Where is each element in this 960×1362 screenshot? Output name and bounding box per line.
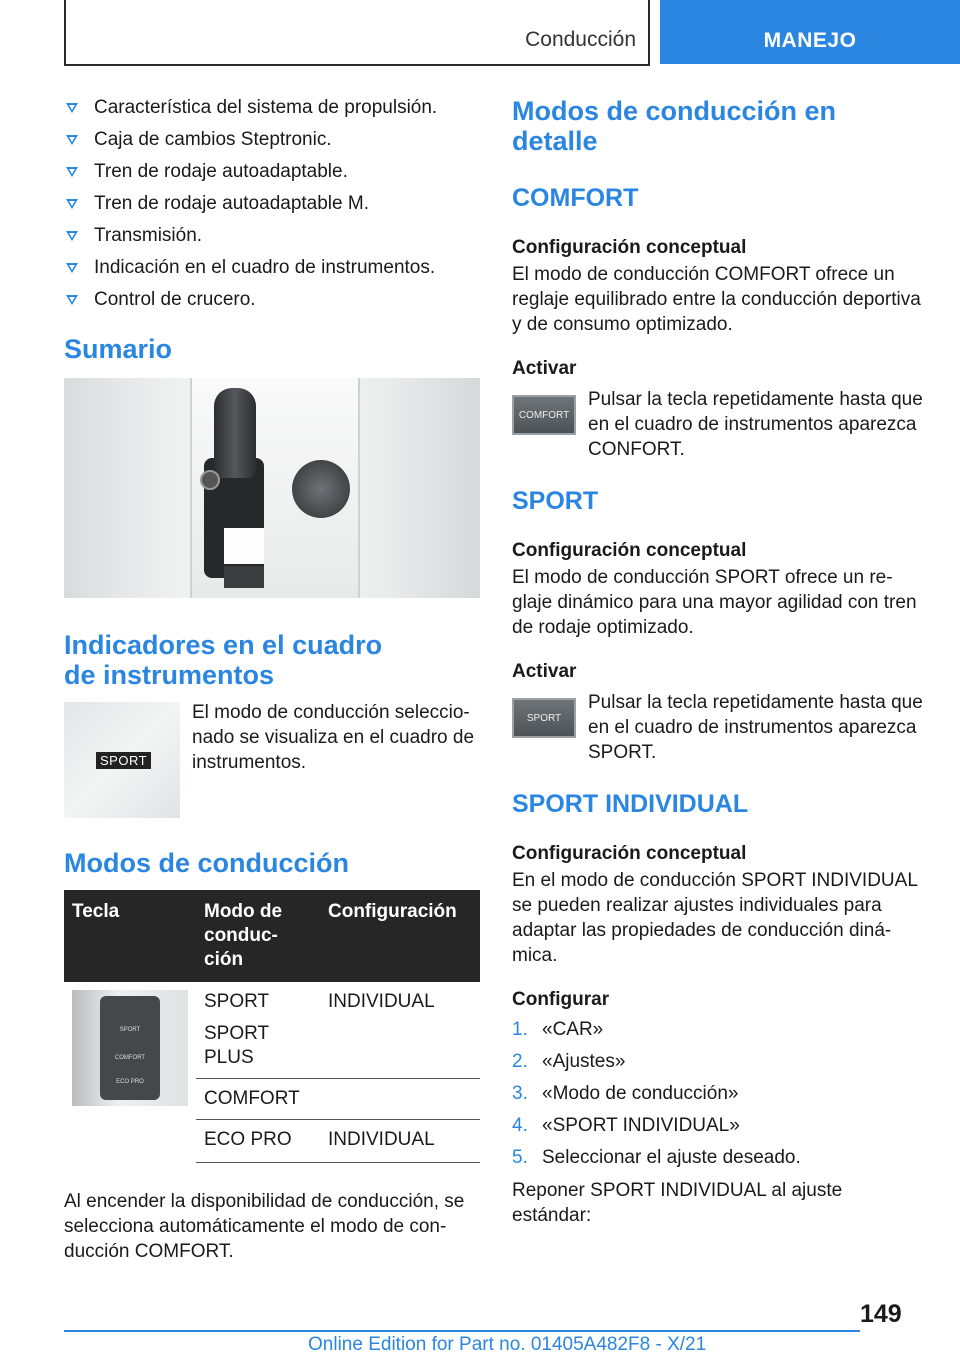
triangle-bullet-icon (66, 231, 78, 241)
comfort-activate-heading: Activar (512, 358, 577, 379)
list-item: Tren de rodaje autoadaptable. (64, 160, 480, 184)
comfort-key-image: COMFORT (512, 395, 576, 435)
comfort-concept-heading: Configuración conceptual (512, 237, 747, 258)
triangle-bullet-icon (66, 167, 78, 177)
detalle-heading: Modos de conducción en detalle (512, 96, 837, 156)
configurar-steps (512, 1018, 924, 1170)
chapter-tab (660, 0, 960, 64)
list-item: 1. «CAR» (512, 1019, 604, 1040)
list-item: 4. «SPORT INDIVIDUAL» (512, 1115, 740, 1136)
table-cell: COMFORT (196, 1079, 320, 1120)
sport-key-image: SPORT (512, 698, 576, 738)
center-console-photo (64, 378, 480, 598)
comfort-heading: COMFORT (512, 184, 639, 212)
list-item: 3. «Modo de conducción» (512, 1083, 739, 1104)
triangle-bullet-icon (66, 199, 78, 209)
list-item: Control de crucero. (64, 288, 480, 312)
sport-heading: SPORT (512, 487, 599, 515)
comfort-activate-text: Pulsar la tecla repetidamente hasta que en el cuadro de instrumentos aparezca CONFORT. (588, 389, 923, 460)
table-cell: ECO PRO (196, 1120, 320, 1163)
col-header-key: Tecla (64, 890, 196, 982)
modos-after-text: Al encender la disponibilidad de conducción, se selecciona automáticamente el modo de con‐ducción COMFORT. (64, 1191, 465, 1262)
reset-text: Reponer SPORT INDIVIDUAL al ajuste estándar: (512, 1180, 843, 1226)
list-item: 5. Seleccionar el ajuste deseado. (512, 1147, 801, 1168)
modes-table (64, 890, 480, 1163)
triangle-bullet-icon (66, 135, 78, 145)
display-indicator-block (64, 702, 480, 818)
sport-individual-concept-heading: Configuración conceptual (512, 843, 747, 864)
table-header-row (64, 890, 480, 982)
controller-knob-image (292, 460, 350, 518)
table-cell: INDIVIDUAL (320, 1120, 480, 1163)
footer-edition: Online Edition for Part no. 01405A482F8 - X/21 (308, 1334, 707, 1355)
right-column (512, 96, 924, 1228)
table-row (64, 982, 480, 1079)
intro-list (64, 96, 480, 312)
list-item: Característica del sistema de propulsión. (64, 96, 480, 120)
left-column (64, 96, 480, 1264)
sport-activate-block (512, 694, 924, 764)
list-item: 2. «Ajustes» (512, 1051, 626, 1072)
list-item: Caja de cambios Steptronic. (64, 128, 480, 152)
table-cell (320, 1079, 480, 1120)
triangle-bullet-icon (66, 295, 78, 305)
list-item: Transmisión. (64, 224, 480, 248)
triangle-bullet-icon (66, 103, 78, 113)
comfort-concept-text: El modo de conducción COMFORT ofrece un reglaje equilibrado entre la conducción deportiva y de consumo optimizado. (512, 264, 921, 335)
section-tab (64, 0, 650, 66)
list-item: Tren de rodaje autoadaptable M. (64, 192, 480, 216)
gear-selector-image (214, 388, 256, 478)
configurar-heading: Configurar (512, 989, 610, 1010)
sport-activate-heading: Activar (512, 661, 577, 682)
sport-individual-concept-text: En el modo de conducción SPORT INDIVIDUAL se pueden realizar ajustes individuales para adaptar las propiedades de conducción diná‐mica. (512, 870, 918, 966)
sport-concept-text: El modo de conducción SPORT ofrece un re‐glaje dinámico para una mayor agilidad con tren de rodaje optimizado. (512, 567, 917, 638)
list-item: Indicación en el cuadro de instrumentos. (64, 256, 480, 280)
sumario-heading: Sumario (64, 334, 173, 364)
section-title: Conducción (525, 28, 636, 51)
table-cell: SPORT SPORT PLUS (204, 991, 270, 1068)
modos-heading: Modos de conducción (64, 848, 350, 878)
col-header-config: Configuración (320, 890, 480, 982)
col-header-mode: Modo de conduc‐ción (196, 890, 320, 982)
indicadores-heading: Indicadores en el cuadro de instrumentos (64, 630, 383, 690)
page-header (0, 0, 960, 66)
sport-individual-heading: SPORT INDIVIDUAL (512, 790, 749, 818)
instrument-display-image (64, 702, 180, 818)
display-mode-label: SPORT (96, 752, 151, 769)
chapter-title: MANEJO (763, 29, 857, 52)
triangle-bullet-icon (66, 263, 78, 273)
table-cell: INDIVIDUAL (328, 991, 435, 1012)
sport-concept-heading: Configuración conceptual (512, 540, 747, 561)
page-number: 149 (860, 1300, 902, 1328)
mode-keys-image: SPORT COMFORT ECO PRO (72, 990, 188, 1106)
comfort-activate-block (512, 391, 924, 461)
footer-rule (64, 1330, 860, 1332)
indicadores-text: El modo de conducción seleccio‐nado se visualiza en el cuadro de instrumentos. (192, 702, 475, 773)
sport-activate-text: Pulsar la tecla repetidamente hasta que en el cuadro de instrumentos aparezca SPORT. (588, 692, 923, 763)
